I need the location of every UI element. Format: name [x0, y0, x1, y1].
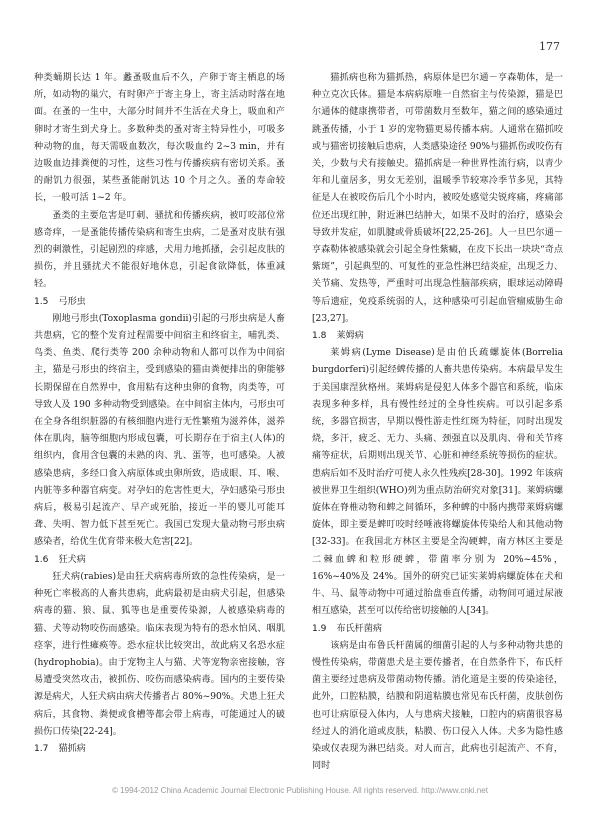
paragraph-cat-scratch: 猫抓病也称为猫抓热，病原体是巴尔通－亨森勒体，是一种立克次氏体。猫是本病病原唯一自然宿主与传染源，猫是巴尔通体的健康携带者，可带菌数月至数年，猫之间的感染通过跳蚤传播，小于 1 岁的宠物猫更易传播本病。人通常在猫抓咬或与猫密切接触后患病，人类感染途径 90%与猫抓伤或咬伤有关，少数与犬有接触史。猫抓病是一种世界性流行病，以青少年和儿童居多，男女无差别，温暖季节较寒冷季节多见，其特征是人在被咬伤后几个小时内，被咬处感觉尖锐疼痛，疼痛部位还出现红肿，附近淋巴结肿大，如果不及时的治疗，感染会导致并发症，如肌腱或骨质破坏[22,25-26]。人一旦巴尔通－亨森勒体被感染就会引起全身性紫癜，在皮下长出一块块“奇点紫斑”，引起典型的、可复性的亚急性淋巴结炎症，出现乏力、关节痛、发热等，严重时可出现急性脑部疾病，眼球运动障碍等后遗症，免疫系统弱的人，这种感染可引起血管瘤威胁生命[23,27]。: [312, 73, 563, 324]
section-title: 莱姆病: [336, 331, 364, 342]
left-column: [34, 70, 285, 758]
paragraph-brucellosis: 该病是由布鲁氏杆菌属的细菌引起的人与多种动物共患的慢性传染病，带菌患犬是主要传播者，在自然条件下，布氏杆菌主要经过患病及带菌动物传播。消化道是主要的传染途径，此外，口腔粘膜，结膜和阴道粘膜也常见布氏杆菌，皮肤创伤也可让病原侵入体内，人与患病犬接触，口腔内的病菌很容易经过人的消化道或皮肤，粘膜、伤口侵入人体。犬多为隐性感染或仅表现为淋巴结炎。对人而言，此病也引起流产、不育，同时: [312, 640, 563, 772]
section-title: 猫抓病: [58, 743, 86, 754]
section-number: 1.7: [34, 743, 49, 754]
section-heading-lyme: [312, 328, 563, 345]
paragraph-rabies: 狂犬病(rabies)是由狂犬病病毒所致的急性传染病，是一种死亡率极高的人畜共患病，此病最初是由病犬引起，但感染病毒的猫、狼、鼠、狐等也是重要传染源，人被感染病毒的猫、犬等动物咬伤而感染。临床表现为特有的恐水怕风、咽肌痉挛，进行性瘫痪等。恐水症状比较突出，故此病又名恐水症(hydrophobia)。由于宠物主人与猫、犬等宠物亲密接触，容易遭受突然攻击，被抓伤、咬伤而感染病毒。国内的主要传染源是病犬，人狂犬病由病犬传播者占 80%~90%。犬患上狂犬病后，其食物、粪便或食槽等都会带上病毒，可能通过人的破损伤口传染[22-24]。: [34, 571, 285, 737]
section-number: 1.5: [34, 296, 49, 307]
section-heading-brucellosis: [312, 621, 563, 638]
section-number: 1.6: [34, 554, 49, 565]
right-column: [312, 70, 563, 775]
section-number: 1.8: [312, 331, 327, 342]
section-title: 弓形虫: [58, 296, 86, 307]
paragraph-toxoplasma: 刚地弓形虫(Toxoplasma gondii)引起的弓形虫病是人畜共患病，它的整个发育过程需要中间宿主和终宿主，哺乳类、鸟类、鱼类、爬行类等 200 余种动物和人都可以作为中间宿主，猫是弓形虫的终宿主，受到感染的猫由粪便排出的卵能够长期保留在自然界中，食用粘有这种虫卵的食物，肉类等，可导致人及 190 多种动物受到感染。在中间宿主体内，弓形虫可在全身各组织脏器的有核细胞内进行无性繁殖为滋养体，滋养体在肌肉，脑等细胞内形成包囊，可长期存在于宿主(人体)的组织内，食用含包囊的未熟的肉、乳、蛋等，也可感染。人被感染患病，多经口食入病原体或虫卵所致，造成眼、耳、喉、内脏等多种器官病变。对孕妇的危害性更大，孕妇感染弓形虫病后，极易引起流产、早产或死胎，接近一半的婴儿可能耳聋、失明、智力低下甚至死亡。我国已发现大量动物弓形虫病感染者，给优生优育带来极大危害[22]。: [34, 313, 285, 548]
section-number: 1.9: [312, 623, 327, 634]
section-heading-toxoplasma: [34, 294, 285, 311]
section-heading-rabies: [34, 552, 285, 569]
section-title: 狂犬病: [58, 554, 86, 565]
paragraph-flea-lifecycle: 种类蛹期长达 1 年。蠡蚤吸血后不久，产卵于寄主栖息的场所，如动物的巢穴，有时卵产于寄主身上，寄主活动时落在地面。在蚤的一生中，大部分时间并不生活在犬身上，吸血和产卵时才寄生到犬身上。多数种类的蚤对寄主特异性小，可吸多种动物的血，每天需吸血数次，每次吸血约 2~3 min，并有边吸血边排粪便的习性，这些习性与传播疾病有密切关系。蚤的耐饥力很强，某些蚤能耐饥达 10 个月之久。蚤的寿命较长，一般可活 1~2 年。: [34, 73, 285, 204]
copyright-footer: © 1994-2012 China Academic Journal Electronic Publishing House. All rights reserved. http://www.cnki.net: [112, 786, 488, 795]
section-title: 布氏杆菌病: [336, 623, 382, 634]
page-number: 177: [539, 40, 560, 53]
paragraph-flea-harm: 蚤类的主要危害是叮刺、骚扰和传播疾病，被叮咬部位常感奇痒，一是蚤能传播传染病和寄生虫病，二是蚤对皮肤有强烈的刺激性，引起剧烈的痒感，犬用力地抓搔，会引起皮肤的损伤，并且骚扰犬不能很好地休息，引起食欲降低，体重减轻。: [34, 210, 285, 290]
paragraph-lyme: 莱姆病(Lyme Disease)是由伯氏疏螺旋体(Borrelia burgdorferi)引起经蜱传播的人畜共患传染病。本病最早发生于美国康涅狄格州。莱姆病是侵犯人体多个器官和系统，临床表现多种多样，具有慢性经过的全身性疾病。可以引起多系统，多器官损害，早期以慢性游走性红斑为特征，同时出现发烧，多汗，疲乏、无力、头痛、颈强直以及肌肉、骨和关节疼痛等症状，后期则出现关节、心脏和神经系统等损伤的症状。患病后如不及时治疗可使人永久性残疾[28-30]。1992 年该病被世界卫生组织(WHO)列为重点防治研究对象[31]。莱姆病螺旋体在脊椎动物和蜱之间循环，多种蜱的中肠内携带莱姆病螺旋体，即主要是蜱叮咬时经唾液将螺旋体传染给人和其他动物[32-33]。在我国北方林区主要是全沟硬蜱，南方林区主要是二棘血蜱和粒形硬蜱，带菌率分别为 20%~45%，16%~40%及 24%。国外的研究已证实莱姆病螺旋体在犬和牛、马、鼠等动物中可通过胎盘垂直传播，动物间可通过尿液相互感染，甚至可以传给密切接触的人[34]。: [312, 348, 563, 617]
section-heading-cat-scratch: [34, 741, 285, 758]
